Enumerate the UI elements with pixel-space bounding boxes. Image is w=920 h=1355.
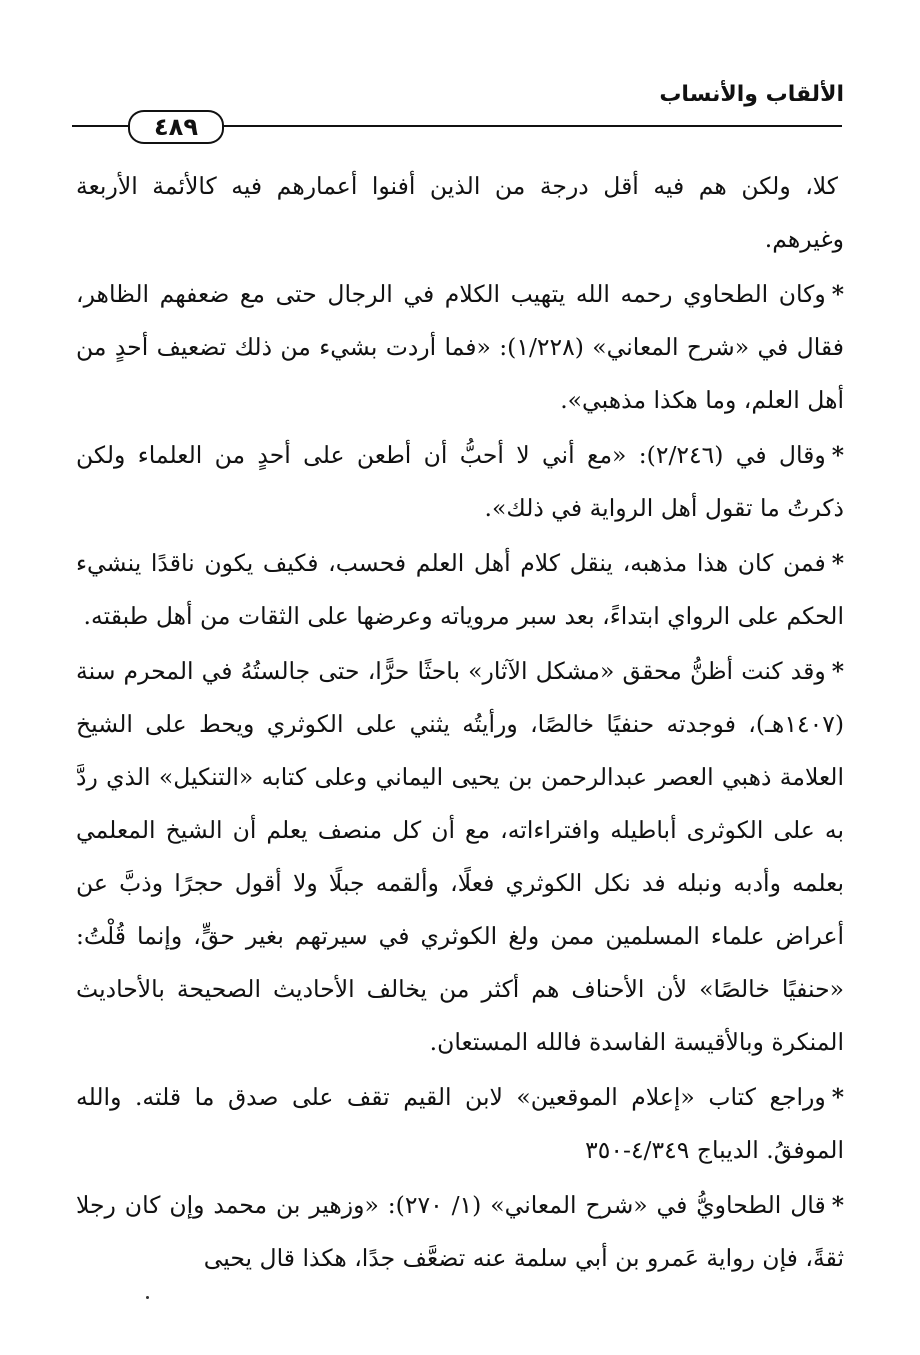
paragraph-text: كلا، ولكن هم فيه أقل درجة من الذين أفنوا أعمارهم فيه كالأئمة الأربعة وغيرهم. [76, 172, 844, 253]
bullet-mark: * [831, 1083, 844, 1111]
paragraph-text: وقد كنت أظنُّ محقق «مشكل الآثار» باحثًا حرًّا، حتى جالستُهُ في المحرم سنة (١٤٠٧هـ)، فوجدته حنفيًا خالصًا، ورأيتُه يثني على الكوثري ويحط على الشيخ العلامة ذهبي العصر عبدالرحمن بن يحيى اليماني وعلى كتابه «التنكيل» الذي ردَّ به على الكوثرى أباطيله وافتراءاته، مع أن كل منصف يعلم أن الشيخ المعلمي بعلمه وأدبه ونبله فد نكل الكوثري فعلًا، وألقمه جبلًا ولا أقول حجرًا وذبَّ عن أعراض علماء المسلمين ممن ولغ الكوثري في سيرتهم بغير حقٍّ، وإنما قُلْتُ: «حنفيًا خالصًا» لأن الأحناف هم أكثر من يخالف الأحاديث الصحيحة بالأحاديث المنكرة وبالأقيسة الفاسدة فالله المستعان. [76, 657, 844, 1056]
paragraph-text: وراجع كتاب «إعلام الموقعين» لابن القيم تقف على صدق ما قلته. والله الموفقُ. الديباج ٤/٣٤٩-٣٥٠ [76, 1083, 844, 1164]
running-head-title: الألقاب والأنساب [659, 82, 844, 107]
bullet-mark: * [831, 549, 844, 577]
paragraph-6 [76, 1071, 844, 1177]
paragraph-4 [76, 537, 844, 643]
page-number: ٤٨٩ [128, 110, 224, 144]
body-text [76, 160, 844, 1287]
paragraph-text: فمن كان هذا مذهبه، ينقل كلام أهل العلم فحسب، فكيف يكون ناقدًا ينشيء الحكم على الرواي ابتداءً، بعد سبر مروياته وعرضها على الثقات من أهل طبقته. [76, 549, 844, 630]
bullet-mark: * [831, 657, 844, 685]
paragraph-1 [76, 160, 844, 266]
stray-dot [146, 1296, 149, 1299]
bullet-mark: * [831, 441, 844, 469]
bullet-mark: * [831, 1191, 845, 1219]
paragraph-text: قال الطحاويُّ في «شرح المعاني» (١/ ٢٧٠): «وزهير بن محمد وإن كان رجلا ثقةً، فإن رواية عَمرو بن أبي سلمة عنه تضعَّف جدًا، هكذا قال يحيى [76, 1191, 844, 1272]
bullet-mark: * [831, 280, 844, 308]
paragraph-text: وقال في (٢/٢٤٦): «مع أني لا أحبُّ أن أطعن على أحدٍ من العلماء ولكن ذكرتُ ما تقول أهل الرواية في ذلك». [76, 441, 844, 522]
paragraph-text: وكان الطحاوي رحمه الله يتهيب الكلام في الرجال حتى مع ضعفهم الظاهر، فقال في «شرح المعاني» (١/٢٢٨): «فما أردت بشيء من ذلك تضعيف أحدٍ من أهل العلم، وما هكذا مذهبي». [76, 280, 844, 414]
paragraph-5 [76, 645, 844, 1069]
paragraph-7 [76, 1179, 844, 1285]
paragraph-3 [76, 429, 844, 535]
paragraph-2 [76, 268, 844, 427]
